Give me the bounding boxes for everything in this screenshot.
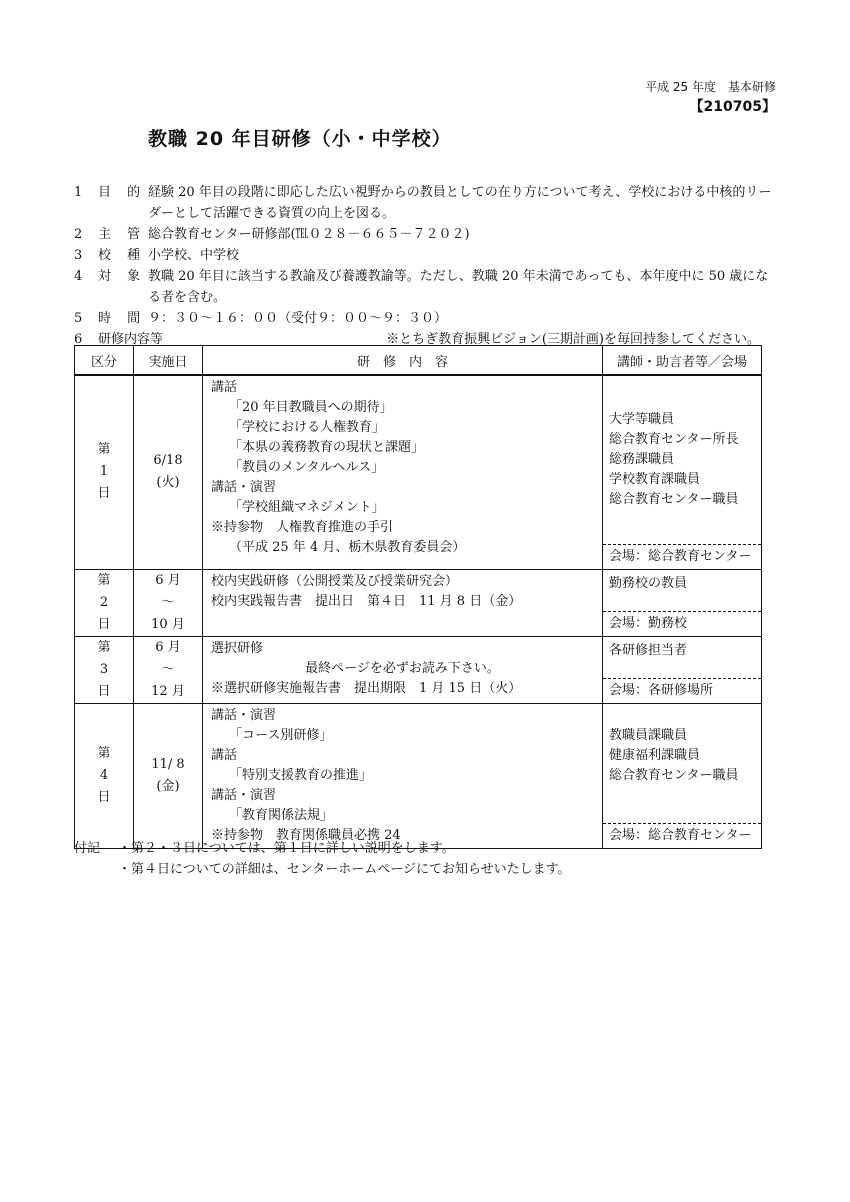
table-row bbox=[75, 703, 762, 848]
appendix-notes bbox=[74, 838, 571, 880]
outline-item-target: 4 対 象 教職 20 年目に該当する教諭及び養護教諭等。ただし、教職 20 年未満であっても、本年度中に 50 歳になる者を含む。 bbox=[74, 269, 769, 305]
content-line: 「20 年目教職員への期待」 bbox=[229, 400, 393, 415]
outline-item-purpose: 1 目 的 経験 20 年目の段階に即応した広い視野からの教員としての在り方について考え、学校における中核的リーダーとして活躍できる資質の向上を図る。 bbox=[74, 185, 772, 221]
fiscal-year-label: 平成 25 年度 基本研修 bbox=[645, 80, 776, 94]
table-header-row bbox=[75, 346, 762, 376]
content-line: 「学校組織マネジメント」 bbox=[229, 500, 385, 515]
instructor-name: 学校教育課職員 bbox=[609, 472, 701, 487]
instructor-name: 総合教育センター所長 bbox=[609, 432, 739, 447]
instructor-cell bbox=[603, 636, 762, 703]
content-line: 「本県の義務教育の現状と課題」 bbox=[229, 440, 425, 455]
appendix-line: ・第４日についての詳細は、センターホームページにてお知らせいたします。 bbox=[118, 862, 571, 877]
schedule-table bbox=[74, 345, 762, 849]
instructor-name: 大学等職員 bbox=[609, 412, 675, 427]
instructor-name: 教職員課職員 bbox=[609, 727, 688, 743]
division-cell: 第 3 日 bbox=[75, 636, 134, 703]
content-line: 最終ページを必ずお読み下さい。 bbox=[305, 660, 500, 676]
content-line: 選択研修 bbox=[211, 640, 264, 656]
outline-item-school-type: 3 校 種 小学校、中学校 bbox=[74, 248, 240, 263]
division-cell: 第 1 日 bbox=[75, 375, 134, 569]
appendix-line: ・第２・３日については、第１日に詳しい説明をします。 bbox=[118, 841, 455, 856]
instructor-name: 勤務校の教員 bbox=[609, 575, 688, 591]
date-cell: 6 月 ～ 10 月 bbox=[134, 569, 203, 636]
instructor-name: 総務課職員 bbox=[609, 452, 675, 467]
header-division: 区分 bbox=[75, 346, 134, 376]
table-row bbox=[75, 375, 762, 569]
date-cell: 6/18 (火) bbox=[134, 375, 203, 569]
bring-vision-note: ※とちぎ教育振興ビジョン(三期計画)を毎回持参してください。 bbox=[386, 332, 760, 347]
instructor-name: 総合教育センター職員 bbox=[609, 767, 739, 783]
venue-label: 会場：総合教育センター bbox=[603, 823, 761, 848]
instructor-cell bbox=[603, 569, 762, 636]
division-cell: 第 4 日 bbox=[75, 703, 134, 848]
table-row bbox=[75, 569, 762, 636]
content-cell bbox=[203, 375, 603, 569]
content-line: ※持参物 人権教育推進の手引 bbox=[211, 520, 394, 535]
venue-label: 会場：各研修場所 bbox=[603, 678, 761, 703]
appendix-label: 付記 bbox=[74, 841, 101, 856]
content-cell bbox=[203, 636, 603, 703]
content-line: 校内実践報告書 提出日 第４日 11 月 8 日（金） bbox=[211, 593, 522, 609]
content-line: （平成 25 年 4 月、栃木県教育委員会） bbox=[229, 540, 466, 555]
instructor-name: 各研修担当者 bbox=[609, 642, 688, 658]
header-content: 研 修 内 容 bbox=[203, 346, 603, 376]
outline-item-content: 6 研修内容等 ※とちぎ教育振興ビジョン(三期計画)を毎回持参してください。 bbox=[74, 329, 774, 350]
instructor-cell bbox=[603, 375, 762, 569]
document-code: 【210705】 bbox=[689, 99, 776, 115]
content-line: 校内実践研修（公開授業及び授業研究会） bbox=[211, 573, 459, 589]
content-line: 「コース別研修」 bbox=[229, 727, 333, 743]
venue-label: 会場：総合教育センター bbox=[603, 544, 761, 569]
content-cell bbox=[203, 569, 603, 636]
outline-item-organizer: 2 主 管 総合教育センター研修部(℡０２８－６６５－７２０２) bbox=[74, 227, 470, 242]
outline-item-time: 5 時 間 ９：３０～１６：００（受付９：００～９：３０） bbox=[74, 311, 448, 326]
content-line: 講話・演習 bbox=[211, 707, 277, 723]
content-line: 講話 bbox=[211, 747, 238, 763]
instructor-cell bbox=[603, 703, 762, 848]
content-line: 「教育関係法規」 bbox=[229, 807, 334, 823]
content-line: 「学校における人権教育」 bbox=[229, 420, 386, 435]
content-cell bbox=[203, 703, 603, 848]
content-line: ※持参物 教育関係職員必携 24 bbox=[211, 827, 401, 843]
date-cell: 6 月 ～ 12 月 bbox=[134, 636, 203, 703]
content-line: 「特別支援教育の推進」 bbox=[229, 767, 373, 783]
content-line: 講話・演習 bbox=[211, 787, 277, 803]
instructor-name: 健康福利課職員 bbox=[609, 747, 701, 763]
instructor-name: 総合教育センター職員 bbox=[609, 492, 739, 507]
page-title: 教職 20 年目研修（小・中学校） bbox=[148, 128, 452, 150]
header-instructors: 講師・助言者等／会場 bbox=[603, 346, 762, 376]
venue-label: 会場：勤務校 bbox=[603, 611, 761, 636]
outline-list bbox=[74, 182, 774, 350]
division-cell: 第 2 日 bbox=[75, 569, 134, 636]
table-row bbox=[75, 636, 762, 703]
header-date: 実施日 bbox=[134, 346, 203, 376]
content-line: 「教員のメンタルヘルス」 bbox=[229, 460, 385, 475]
content-line: 講話 bbox=[211, 380, 238, 395]
content-line: 講話・演習 bbox=[211, 480, 277, 495]
date-cell: 11/ 8 (金) bbox=[134, 703, 203, 848]
content-line: ※選択研修実施報告書 提出期限 1 月 15 日（火） bbox=[211, 680, 522, 696]
